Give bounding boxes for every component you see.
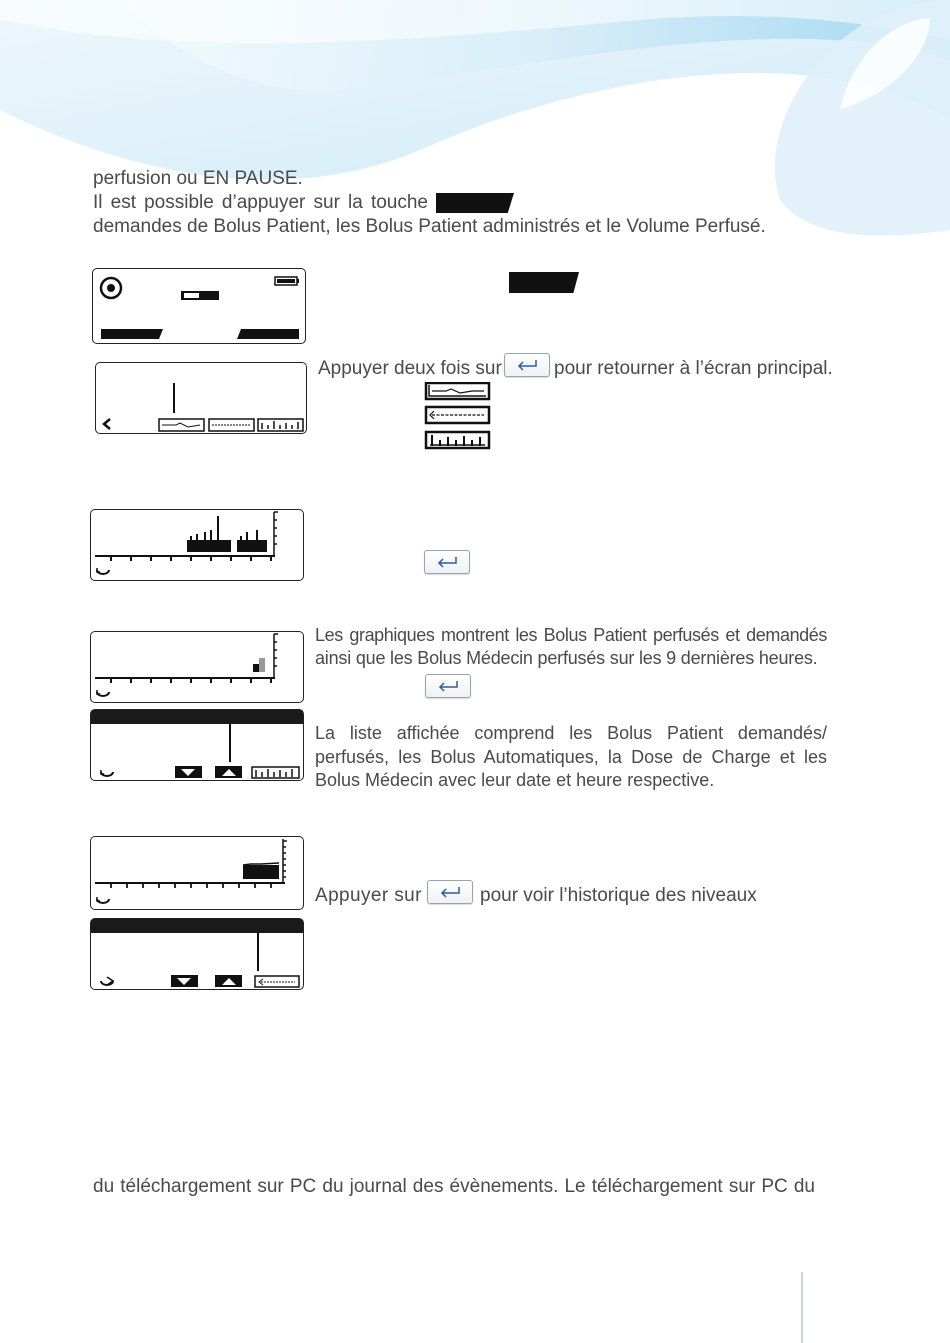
graphs-text-line-1: Les graphiques montrent les Bolus Patient perfusés et demandés — [315, 625, 827, 645]
back-arrow-icon — [97, 897, 109, 903]
list-events-icon — [426, 407, 489, 423]
lcd-level-graph — [90, 836, 304, 910]
arrow-up-icon — [215, 766, 242, 778]
return-text-after: pour retourner à l’écran principal. — [554, 358, 833, 379]
lcd-graph-screen-1 — [90, 509, 304, 581]
back-arrow-icon — [97, 690, 109, 696]
enter-key-icon[interactable] — [504, 353, 550, 377]
arrow-down-icon — [175, 766, 202, 778]
arrow-down-icon — [171, 975, 198, 987]
device-key-black — [436, 193, 514, 213]
page-divider — [801, 1272, 803, 1343]
back-arrow-icon — [104, 419, 110, 429]
lcd-main-screen — [92, 268, 306, 344]
enter-key-icon-3[interactable] — [425, 674, 471, 698]
intro-line-3: demandes de Bolus Patient, les Bolus Patient administrés et le Volume Perfusé. — [93, 216, 766, 237]
intro-line-2: Il est possible d’appuyer sur la touche — [93, 192, 428, 213]
lcd-event-list-2 — [90, 918, 304, 990]
enter-key-icon-2[interactable] — [424, 550, 470, 574]
list-text-line-3: Bolus Médecin avec leur date et heure respective. — [315, 770, 715, 790]
history-text-before: Appuyer sur — [315, 885, 422, 906]
graph-bolus-icon — [426, 383, 489, 399]
lcd-menu-screen — [95, 362, 307, 434]
graphs-text-line-2: ainsi que les Bolus Médecin perfusés sur les 9 dernières heures. — [315, 648, 818, 668]
battery-icon — [275, 277, 299, 285]
footer-line: du téléchargement sur PC du journal des évènements. Le téléchargement sur PC du — [93, 1176, 815, 1197]
arrow-up-icon — [215, 975, 242, 987]
history-text-after: pour voir l’historique des niveaux — [480, 885, 757, 906]
device-key-black-2 — [509, 272, 579, 293]
enter-key-icon-4[interactable] — [427, 880, 473, 904]
menu-icons-legend — [424, 382, 492, 452]
back-arrow-icon — [101, 977, 113, 985]
intro-line-1: perfusion ou EN PAUSE. — [93, 168, 303, 189]
list-text-line-1: La liste affichée comprend les Bolus Patient demandés/ — [315, 723, 827, 743]
bar-chart-icon — [252, 767, 299, 778]
list-text-line-2: perfusés, les Bolus Automatiques, la Dose de Charge et les — [315, 747, 827, 767]
list-events-icon — [255, 976, 299, 987]
bar-chart-icon — [426, 432, 489, 448]
lcd-graph-screen-2 — [90, 631, 304, 703]
progress-icon — [181, 291, 219, 300]
back-arrow-icon — [101, 770, 113, 776]
lcd-event-list-1 — [90, 709, 304, 781]
return-text-before: Appuyer deux fois sur — [318, 358, 502, 379]
stop-icon — [101, 278, 121, 298]
back-arrow-icon — [97, 568, 109, 574]
